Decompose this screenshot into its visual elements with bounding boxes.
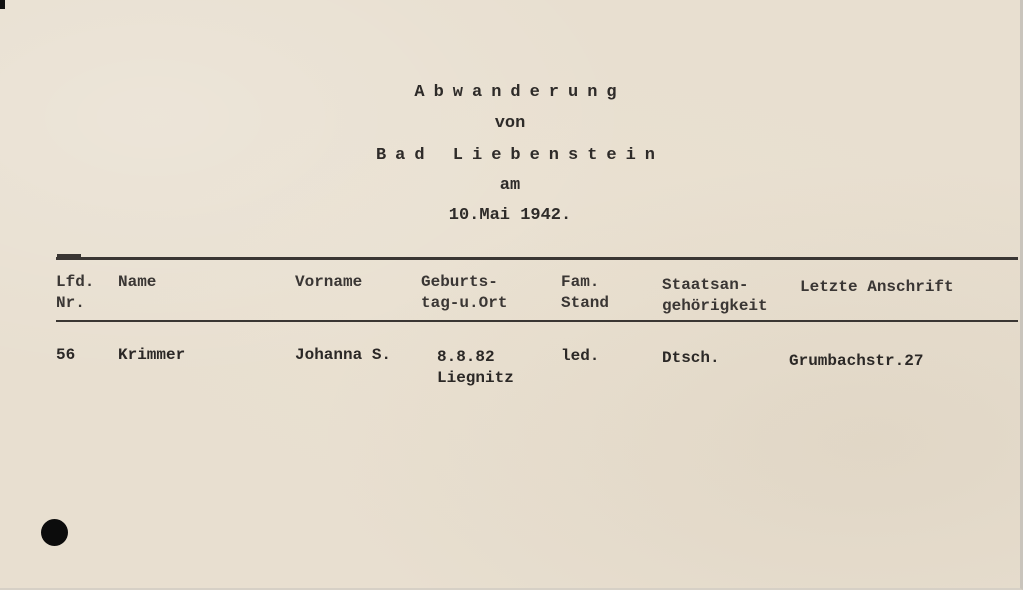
row-letzte-anschrift: Grumbachstr.27 [789,352,924,370]
table-header-rule [56,320,1018,322]
header-geburtstag-ort: Geburts- tag-u.Ort [421,273,508,312]
title-line-place: Bad Liebenstein [375,146,665,165]
table-top-rule [56,257,1018,260]
header-vorname: Vorname [295,273,363,291]
corner-mark [0,0,5,9]
header-fam-stand: Fam. Stand [561,273,610,312]
title-line-date: 10.Mai 1942. [448,206,572,225]
punch-hole [41,519,68,546]
row-vorname: Johanna S. [295,346,392,364]
header-letzte-anschrift: Letzte Anschrift [800,278,954,296]
row-fam-stand: led. [561,347,600,365]
title-line-abwanderung: Abwanderung [414,83,626,102]
header-name: Name [118,273,157,291]
header-staatsangehoerigkeit: Staatsan- gehörigkeit [662,276,768,315]
title-line-am: am [499,176,521,195]
title-line-von: von [494,114,526,133]
header-lfd-nr: Lfd. Nr. [56,273,95,312]
row-staatsangehoerigkeit: Dtsch. [662,349,720,367]
row-lfd-nr: 56 [56,346,76,364]
row-name: Krimmer [118,346,186,364]
row-geburtstag-ort: 8.8.82 Liegnitz [437,348,514,387]
